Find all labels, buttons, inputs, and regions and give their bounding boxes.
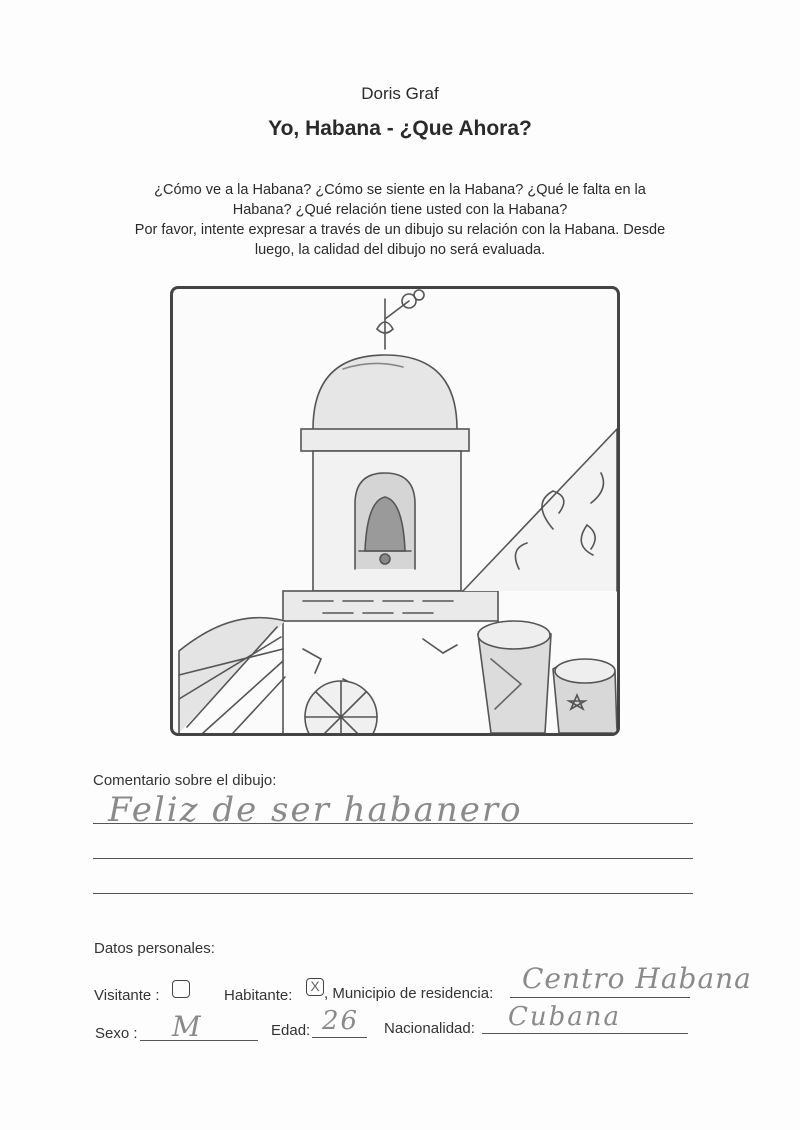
question-line-3: Por favor, intente expresar a través de un dibujo su relación con la Habana. Desde — [134, 222, 666, 238]
habitante-checkbox[interactable]: X — [306, 978, 324, 996]
page-title: Yo, Habana - ¿Que Ahora? — [268, 117, 532, 140]
edad-line — [312, 1037, 367, 1038]
comment-line-1 — [93, 823, 693, 824]
municipio-label: , Municipio de residencia: — [324, 985, 494, 1002]
bell-tower-sketch — [173, 289, 617, 733]
drawing-frame — [170, 286, 620, 736]
author-name: Doris Graf — [361, 84, 439, 103]
nacionalidad-line — [482, 1033, 688, 1034]
edad-value[interactable]: 26 — [322, 1006, 360, 1036]
visitante-label: Visitante : — [94, 987, 160, 1004]
sexo-value[interactable]: M — [172, 1010, 203, 1043]
comment-line-2[interactable] — [93, 858, 693, 859]
nacionalidad-value[interactable]: Cubana — [508, 1002, 622, 1032]
nacionalidad-label: Nacionalidad: — [384, 1020, 475, 1037]
comment-line-3[interactable] — [93, 893, 693, 894]
habitante-label: Habitante: — [224, 987, 293, 1004]
question-line-4: luego, la calidad del dibujo no será evaluada. — [254, 242, 546, 258]
municipio-line — [510, 997, 690, 998]
visitante-checkbox[interactable] — [172, 980, 190, 998]
sexo-line — [140, 1040, 258, 1041]
comment-value[interactable]: Feliz de ser habanero — [108, 790, 523, 830]
sexo-label: Sexo : — [95, 1025, 138, 1042]
comment-label: Comentario sobre el dibujo: — [93, 772, 277, 789]
personal-data-heading: Datos personales: — [94, 940, 215, 957]
question-line-2: Habana? ¿Qué relación tiene usted con la Habana? — [232, 202, 568, 218]
municipio-value[interactable]: Centro Habana — [522, 962, 752, 995]
edad-label: Edad: — [271, 1022, 311, 1039]
question-line-1: ¿Cómo ve a la Habana? ¿Cómo se siente en la Habana? ¿Qué le falta en la — [154, 182, 646, 198]
